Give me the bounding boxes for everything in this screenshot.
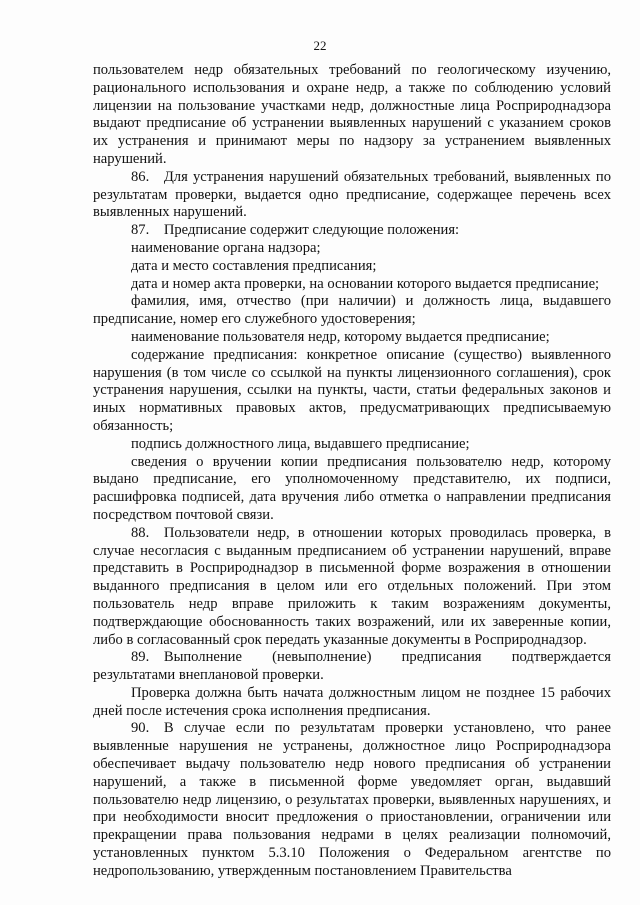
list-item: наименование органа надзора; — [131, 239, 321, 256]
page-number: 22 — [313, 38, 327, 53]
paragraph-89: 89. Выполнение (невыполнение) предписания подтверждается результатами внеплановой проверки. — [93, 649, 611, 684]
list-item: содержание предписания: конкретное описание (существо) выявленного нарушения (в том числе со ссылкой на пункты лицензионного соглашения), срок устранения нарушения, ссылки на пункты, части, статьи федеральных законов и иных нормативных правовых актов, предусматривающих предписываемую обязанность; — [93, 346, 611, 434]
list-item: дата и место составления предписания; — [131, 257, 377, 274]
paragraph-continuation: пользователем недр обязательных требований по геологическому изучению, рационального использования и охране недр, а также по соблюдению условий лицензии на пользование участками недр, должностные лица Росприроднадзора выдают предписание об устранении выявленных нарушений с указанием сроков их устранения и принимают меры по надзору за устранением выявленных нарушений. — [93, 62, 611, 167]
list-item: дата и номер акта проверки, на основании которого выдается предписание; — [131, 275, 600, 292]
paragraph-86: 86. Для устранения нарушений обязательных требований, выявленных по результатам проверки, выдается одно предписание, содержащее перечень всех выявленных нарушений. — [93, 168, 611, 221]
paragraph-87: 87. Предписание содержит следующие положения: — [131, 222, 460, 239]
paragraph-90: 90. В случае если по результатам проверки установлено, что ранее выявленные нарушения не устранены, должностное лицо Росприроднадзора обеспечивает выдачу пользователю недр нового предписания об устранении нарушений, а также в письменной форме уведомляет орган, выдавший пользователю недр лицензию, о результатах проверки, выявленных нарушениях, и при необходимости вносит предложения о приостановлении, ограничении или прекращении права пользования недрами в целях реализации полномочий, установленных пунктом 5.3.10 Положения о Федеральном агентстве по недропользованию, утвержденным постановлением Правительства — [93, 720, 611, 879]
list-item: фамилия, имя, отчество (при наличии) и должность лица, выдавшего предписание, номер его служебного удостоверения; — [93, 293, 611, 328]
document-body — [93, 62, 611, 881]
paragraph-88: 88. Пользователи недр, в отношении которых проводилась проверка, в случае несогласия с выданным предписанием об устранении нарушений, вправе представить в Росприроднадзор в письменной форме возражения в отношении выданного предписания в целом или его отдельных положений. При этом пользователь недр вправе приложить к таким возражениям документы, подтверждающие обоснованность таких возражений, или их заверенные копии, либо в согласованный срок передать указанные документы в Росприроднадзор. — [93, 524, 611, 648]
list-item: подпись должностного лица, выдавшего предписание; — [131, 435, 470, 452]
paragraph-89-note: Проверка должна быть начата должностным лицом не позднее 15 рабочих дней после истечения срока исполнения предписания. — [93, 684, 611, 719]
list-item: наименование пользователя недр, которому выдается предписание; — [131, 328, 550, 345]
list-item: сведения о вручении копии предписания пользователю недр, которому выдано предписание, его уполномоченному представителю, их подписи, расшифровка подписей, дата вручения либо отметка о направлении предписания посредством почтовой связи. — [93, 453, 611, 523]
